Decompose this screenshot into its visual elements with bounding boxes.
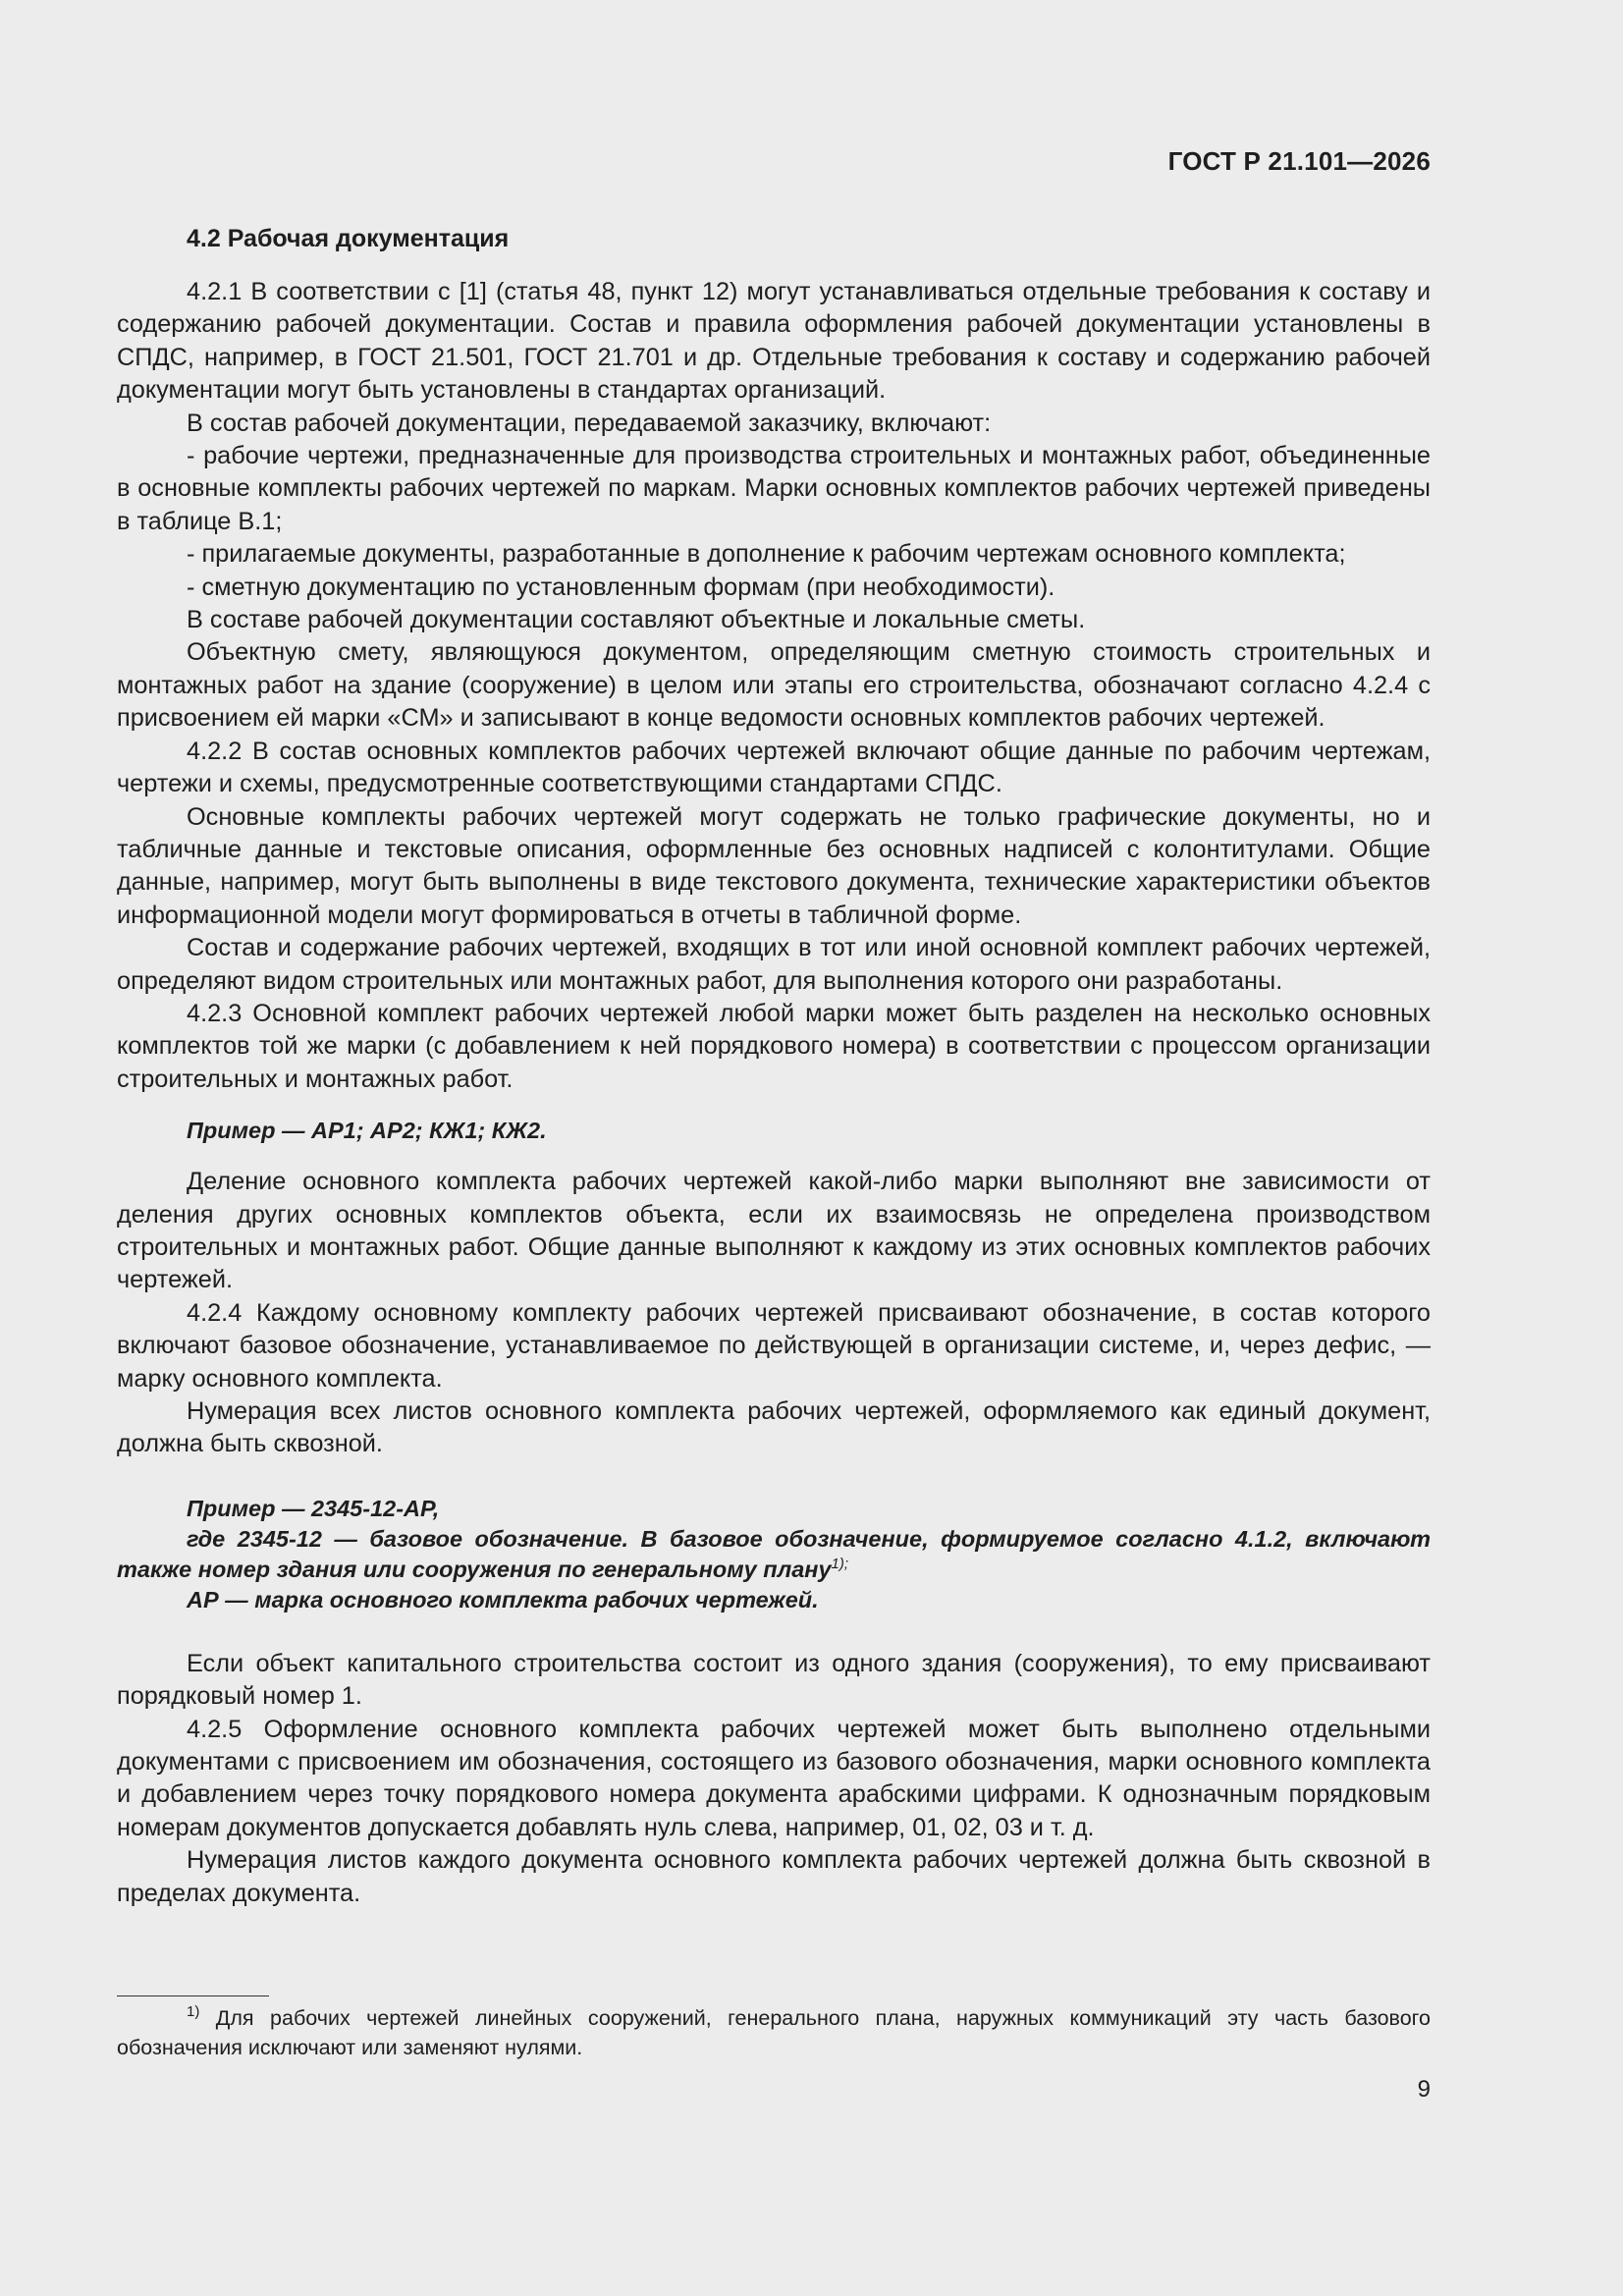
paragraph: 4.2.3 Основной комплект рабочих чертежей любой марки может быть разделен на несколько основных комплектов той же марки (с добавлением к ней порядкового номера) в соответствии с процессом организации строительных и монтажных работ.: [117, 999, 1431, 1093]
footnote: [117, 2003, 1431, 2062]
paragraph: Основные комплекты рабочих чертежей могут содержать не только графические документы, но и табличные данные и текстовые описания, оформленные без основных надписей с колонтитулами. Общие данные, например, могут быть выполнены в виде текстового документа, технические характеристики объектов информационной модели могут формироваться в отчеты в табличной форме.: [117, 802, 1431, 929]
page-number: 9: [1417, 2076, 1431, 2103]
paragraph: Объектную смету, являющуюся документом, определяющим сметную стоимость строительных и монтажных работ на здание (сооружение) в целом или этапы его строительства, обозначают согласно 4.2.4 с присвоением ей марки «СМ» и записывают в конце ведомости основных комплектов рабочих чертежей.: [117, 638, 1431, 733]
body-text: [117, 276, 1431, 1910]
paragraph: Если объект капитального строительства состоит из одного здания (сооружения), то ему присваивают порядковый номер 1.: [117, 1649, 1431, 1711]
example-line-text: где 2345-12 — базовое обозначение. В базовое обозначение, формируемое согласно 4.1.2, включают также номер здания или сооружения по генеральному плану: [117, 1525, 1431, 1582]
footnote-reference: 1);: [831, 1555, 849, 1572]
example-line: АР — марка основного комплекта рабочих чертежей.: [187, 1586, 819, 1613]
example-line: [117, 1524, 1431, 1585]
paragraph: 4.2.4 Каждому основному комплекту рабочих чертежей присваивают обозначение, в состав которого включают базовое обозначение, устанавливаемое по действующей в организации системе, и, через дефис, — марку основного комплекта.: [117, 1298, 1431, 1393]
paragraph: 4.2.2 В состав основных комплектов рабочих чертежей включают общие данные по рабочим чертежам, чертежи и схемы, предусмотренные соответствующими стандартами СПДС.: [117, 737, 1431, 798]
example-text: Пример — АР1; АР2; КЖ1; КЖ2.: [187, 1118, 547, 1144]
paragraph: Нумерация листов каждого документа основного комплекта рабочих чертежей должна быть сквозной в пределах документа.: [117, 1846, 1431, 1907]
section-title: 4.2 Рабочая документация: [187, 225, 510, 252]
paragraph: Деление основного комплекта рабочих чертежей какой-либо марки выполняют вне зависимости от деления других основных комплектов объекта, если их взаимосвязь не определена производством строительных и монтажных работ. Общие данные выполняют к каждому из этих основных комплектов рабочих чертежей.: [117, 1168, 1431, 1294]
paragraph: В составе рабочей документации составляют объектные и локальные сметы.: [187, 606, 1086, 634]
footnote-separator: [117, 1995, 269, 1996]
paragraph: Состав и содержание рабочих чертежей, входящих в тот или иной основной комплект рабочих чертежей, определяют видом строительных или монтажных работ, для выполнения которого они разработаны.: [117, 934, 1431, 995]
footnote-text: Для рабочих чертежей линейных сооружений, генерального плана, наружных коммуникаций эту часть базового обозначения исключают или заменяют нулями.: [117, 2006, 1431, 2059]
paragraph: 4.2.1 В соответствии с [1] (статья 48, пункт 12) могут устанавливаться отдельные требования к составу и содержанию рабочей документации. Состав и правила оформления рабочей документации установлены в СПДС, например, в ГОСТ 21.501, ГОСТ 21.701 и др. Отдельные требования к составу и содержанию рабочей документации могут быть установлены в стандартах организаций.: [117, 278, 1431, 405]
list-item: - прилагаемые документы, разработанные в дополнение к рабочим чертежам основного комплекта;: [187, 540, 1346, 569]
paragraph: В состав рабочей документации, передаваемой заказчику, включают:: [187, 409, 992, 437]
paragraph: 4.2.5 Оформление основного комплекта рабочих чертежей может быть выполнено отдельными документами с присвоением им обозначения, состоящего из базового обозначения, марки основного комплекта и добавлением через точку порядкового номера документа арабскими цифрами. К однозначным порядковым номерам документов допускается добавлять нуль слева, например, 01, 02, 03 и т. д.: [117, 1715, 1431, 1841]
footnote-mark: 1): [187, 2003, 200, 2020]
list-item: - рабочие чертежи, предназначенные для производства строительных и монтажных работ, объединенные в основные комплекты рабочих чертежей по маркам. Марки основных комплектов рабочих чертежей приведены в таблице В.1;: [117, 442, 1431, 535]
example-line: Пример — 2345-12-АР,: [187, 1495, 440, 1521]
document-code-header: ГОСТ Р 21.101—2026: [1167, 146, 1431, 176]
list-item: - сметную документацию по установленным формам (при необходимости).: [187, 573, 1055, 601]
paragraph: Нумерация всех листов основного комплекта рабочих чертежей, оформляемого как единый документ, должна быть сквозной.: [117, 1397, 1431, 1458]
